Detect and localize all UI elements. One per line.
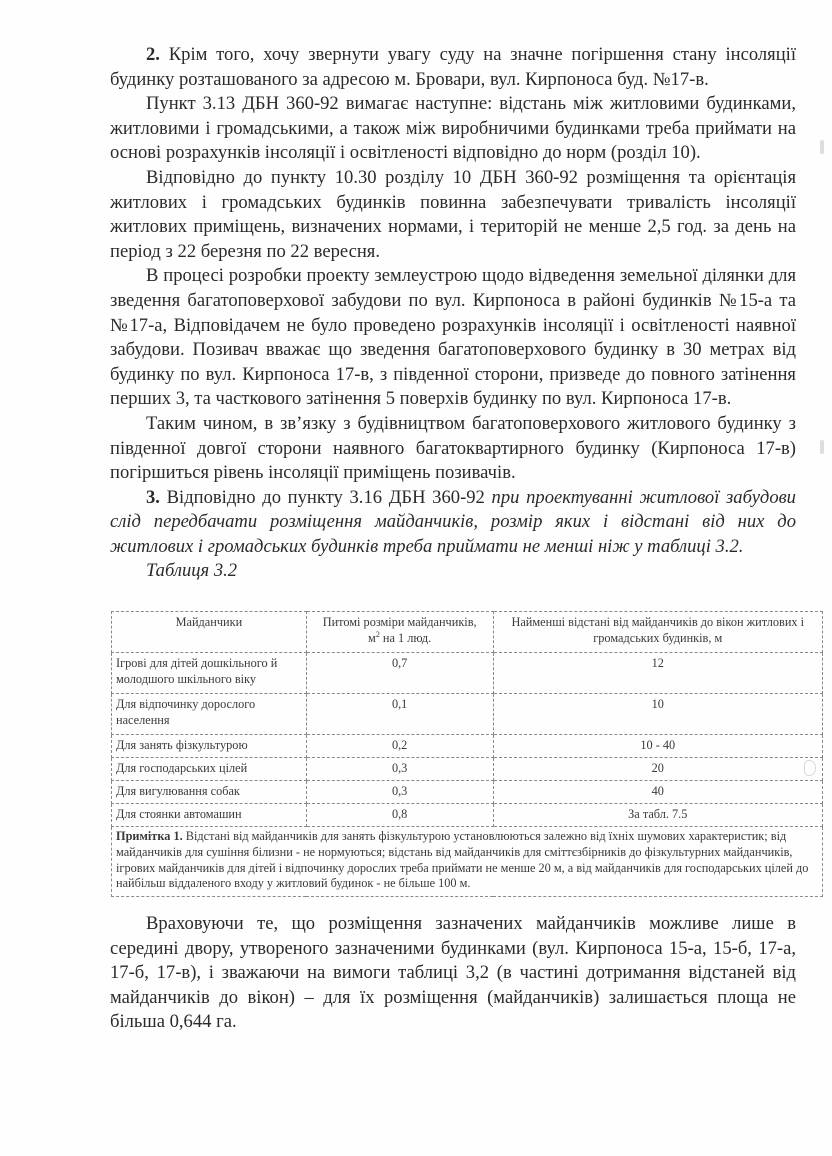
paragraph-point-2	[110, 43, 796, 92]
table-row	[112, 694, 823, 735]
cell-name: Для господарських цілей	[112, 758, 307, 781]
header-unit: м	[368, 631, 376, 645]
table-row	[112, 653, 823, 694]
paragraph-dbn-3-13: Пункт 3.13 ДБН 360-92 вимагає наступне: відстань між житловими будинками, житловими і громадськими, а також між виробничими будинками треба приймати на основі розрахунків інсоляції і освітленості відповідно до норм (розділ 10).	[110, 93, 796, 164]
paragraph-dbn-10-30: Відповідно до пункту 10.30 розділу 10 ДБН 360-92 розміщення та орієнтація житлових і громадських будинків повинна забезпечувати тривалість інсоляції житлових приміщень, визначених нормами, і територій не менше 2,5 год. за день на період з 22 березня по 22 вересня.	[110, 166, 796, 262]
cell-distance: За табл. 7.5	[493, 804, 822, 827]
note-label: Примітка 1.	[116, 829, 183, 843]
point-number: 3.	[146, 486, 160, 508]
body-text-top	[110, 43, 796, 584]
table-caption: Таблиця 3.2	[146, 560, 238, 582]
paragraph-conclusion: Таким чином, в зв’язку з будівництвом багатоповерхового житлового будинку з південної довгої сторони наявного багатоквартирного будинку (Кирпоноса 17-в) погіршиться рівень інсоляції приміщень позивачів.	[110, 412, 796, 484]
cell-name: Для занять фізкультурою	[112, 735, 307, 758]
note-text: Відстані від майданчиків для занять фізкультурою установлюються залежно від їхніх шумових характеристик; від майданчиків для сушіння білизни - не нормуються; відстань від майданчиків для сміттєзбірників до фізкультурних майданчиків, ігрових майданчиків для дітей і відпочинку дорослих треба приймати не менше 20 м, а від майданчиків для господарських цілей до найбільш віддаленого входу у житловий будинок - не більше 100 м.	[116, 829, 809, 891]
cell-size: 0,7	[306, 653, 493, 694]
table-row	[112, 735, 823, 758]
header-playgrounds: Майданчики	[112, 612, 307, 653]
cell-distance: 10	[493, 694, 822, 735]
paragraph-area-conclusion: Враховуючи те, що розміщення зазначених майданчиків можливе лише в середині двору, утвореного зазначеними будинками (вул. Кирпоноса 15-а, 15-б, 17-а, 17-б, 17-в), і зважаючи на вимоги таблиці 3,2 (в частині дотримання відстаней від майданчиків до вікон) – для їх розміщення (майданчиків) залишається площа не більша 0,644 га.	[110, 913, 796, 1033]
cell-distance: 12	[493, 653, 822, 694]
table-note-row	[112, 827, 823, 897]
paragraph-point-3	[110, 486, 796, 560]
paragraph-quote: при проектуванні житлової забудови слід передбачати розміщення майданчиків, розмір яких і відстані від них до житлових і громадських будинків треба приймати не менші ніж у таблиці 3.2.	[110, 486, 796, 557]
body-text-bottom	[110, 912, 796, 1035]
cell-distance: 20	[493, 758, 822, 781]
paragraph-text: Крім того, хочу звернути увагу суду на значне погіршення стану інсоляції будинку розташованого за адресою м. Бровари, вул. Кирпоноса буд. №17-в.	[110, 44, 796, 90]
cell-size: 0,8	[306, 804, 493, 827]
cell-size: 0,2	[306, 735, 493, 758]
header-per-person: на 1 люд.	[379, 631, 432, 645]
cell-size: 0,3	[306, 781, 493, 804]
cell-name: Для стоянки автомашин	[112, 804, 307, 827]
table-row	[112, 758, 823, 781]
scan-edge-mark	[820, 140, 824, 154]
table-note	[112, 827, 823, 897]
cell-name: Для вигулювання собак	[112, 781, 307, 804]
table-row	[112, 781, 823, 804]
paragraph-text: Відповідно до пункту 3.16 ДБН 360-92	[159, 486, 492, 508]
scan-edge-mark	[820, 440, 824, 454]
table-header-row	[112, 612, 823, 653]
header-size-line1: Питомі розміри майданчиків,	[322, 615, 477, 629]
point-number: 2.	[146, 44, 160, 65]
header-unit-exp: 2	[375, 629, 380, 639]
scan-artifact-icon	[804, 760, 816, 776]
cell-name: Ігрові для дітей дошкільного й молодшого шкільного віку	[112, 653, 307, 694]
cell-size: 0,3	[306, 758, 493, 781]
header-min-distance: Найменші відстані від майданчиків до вікон житлових і громадських будинків, м	[493, 612, 822, 653]
table-row	[112, 804, 823, 827]
cell-size: 0,1	[306, 694, 493, 735]
paragraph-land-project: В процесі розробки проекту землеустрою щодо відведення земельної ділянки для зведення багатоповерхової забудови по вул. Кирпоноса в районі будинків №15-а та №17-а, Відповідачем не було проведено розрахунків інсоляції і освітленості наявної забудови. Позивач вважає що зведення багатоповерхового будинку в 30 метрах від будинку по вул. Кирпоноса 17-в, з південної сторони, призведе до повного затінення перших 3, та часткового затінення 5 поверхів будинку по вул. Кирпоноса 17-в.	[110, 265, 796, 410]
header-specific-size	[306, 612, 493, 653]
cell-distance: 10 - 40	[493, 735, 822, 758]
cell-distance: 40	[493, 781, 822, 804]
cell-name: Для відпочинку дорослого населення	[112, 694, 307, 735]
table-3-2	[111, 611, 823, 897]
